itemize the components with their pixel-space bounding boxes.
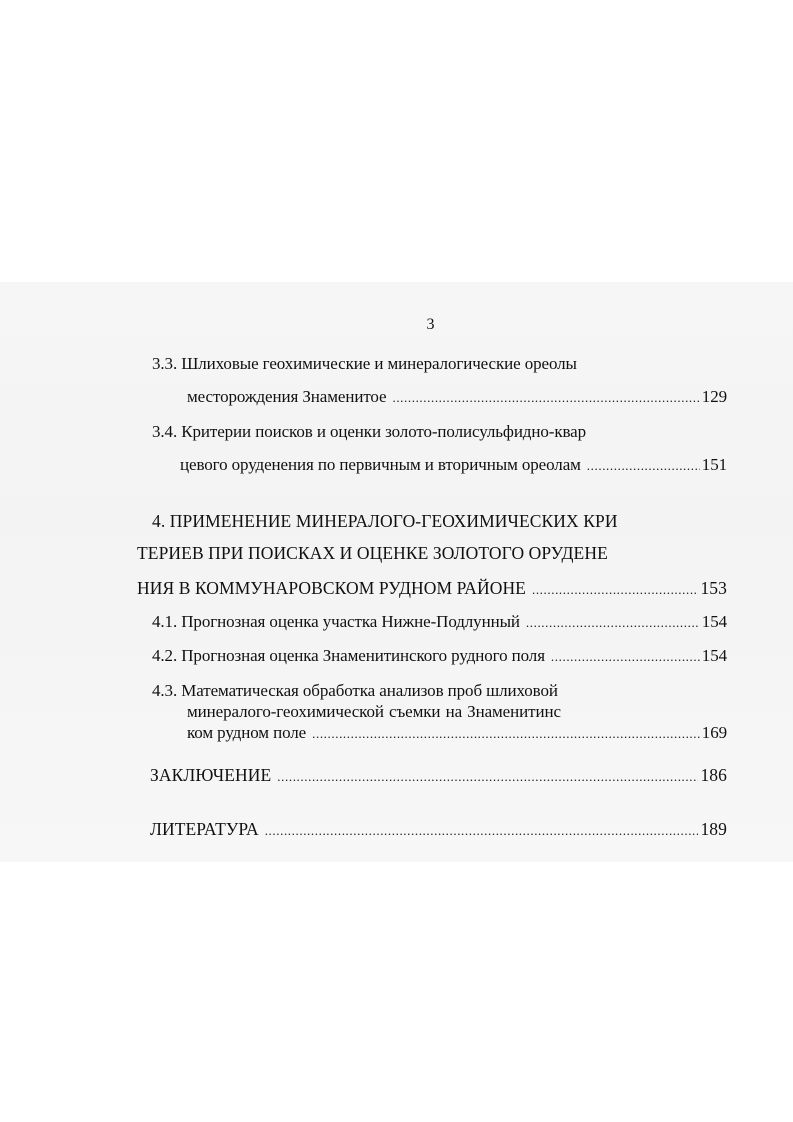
toc-entry-conclusion-page: 186 xyxy=(700,765,727,785)
toc-entry-3-3-continuation: месторождения Знаменитое xyxy=(187,387,387,406)
toc-chapter-4-title-end: НИЯ В КОММУНАРОВСКОМ РУДНОМ РАЙОНЕ xyxy=(137,578,526,598)
leader-dots xyxy=(265,821,699,841)
toc-entry-literature xyxy=(150,819,727,841)
toc-entry-conclusion-title: ЗАКЛЮЧЕНИЕ xyxy=(150,765,272,785)
toc-entry-4-2-title: 4.2. Прогнозная оценка Знаменитинского рудного поля xyxy=(152,646,545,665)
toc-entry-literature-title: ЛИТЕРАТУРА xyxy=(150,819,259,839)
toc-entry-4-3-title: 4.3. Математическая обработка анализов проб шлиховой xyxy=(152,681,558,700)
toc-entry-3-4-title: 3.4. Критерии поисков и оценки золото-полисульфидно-квар xyxy=(152,422,587,441)
toc-entry-literature-page: 189 xyxy=(700,819,727,839)
toc-entry-4-3-title-cont: минералого-геохимической съемки на Знаменитинс xyxy=(187,702,561,721)
toc-entry-3-4 xyxy=(180,455,727,476)
toc-entry-3-3-page: 129 xyxy=(701,387,727,406)
leader-dots xyxy=(312,724,700,744)
leader-dots xyxy=(392,388,699,408)
toc-entry-4-1-title: 4.1. Прогнозная оценка участка Нижне-Подлунный xyxy=(152,612,520,631)
leader-dots xyxy=(526,613,700,633)
toc-chapter-4 xyxy=(137,578,727,600)
leader-dots xyxy=(532,580,698,600)
page-number: 3 xyxy=(426,316,435,333)
toc-chapter-4-title-cont: ТЕРИЕВ ПРИ ПОИСКАХ И ОЦЕНКЕ ЗОЛОТОГО ОРУДЕНЕ xyxy=(137,543,608,563)
toc-entry-4-1 xyxy=(152,612,727,633)
toc-entry-conclusion xyxy=(150,765,727,787)
toc-entry-4-1-page: 154 xyxy=(701,612,727,631)
toc-chapter-4-page: 153 xyxy=(700,578,727,598)
toc-entry-3-3 xyxy=(187,387,727,408)
toc-entry-4-3-title-end: ком рудном поле xyxy=(187,723,307,742)
leader-dots xyxy=(587,456,700,476)
toc-entry-4-3 xyxy=(187,723,727,744)
toc-chapter-4-title: 4. ПРИМЕНЕНИЕ МИНЕРАЛОГО-ГЕОХИМИЧЕСКИХ КРИ xyxy=(152,511,618,531)
toc-entry-4-2 xyxy=(152,646,727,667)
toc-entry-3-4-page: 151 xyxy=(701,455,727,474)
toc-entry-3-4-continuation: цевого оруденения по первичным и вторичным ореолам xyxy=(180,455,581,474)
toc-entry-4-3-page: 169 xyxy=(701,723,727,742)
toc-entry-4-2-page: 154 xyxy=(701,646,727,665)
leader-dots xyxy=(551,647,700,667)
toc-entry-3-3-title: 3.3. Шлиховые геохимические и минералогические ореолы xyxy=(152,354,577,373)
leader-dots xyxy=(277,767,698,787)
